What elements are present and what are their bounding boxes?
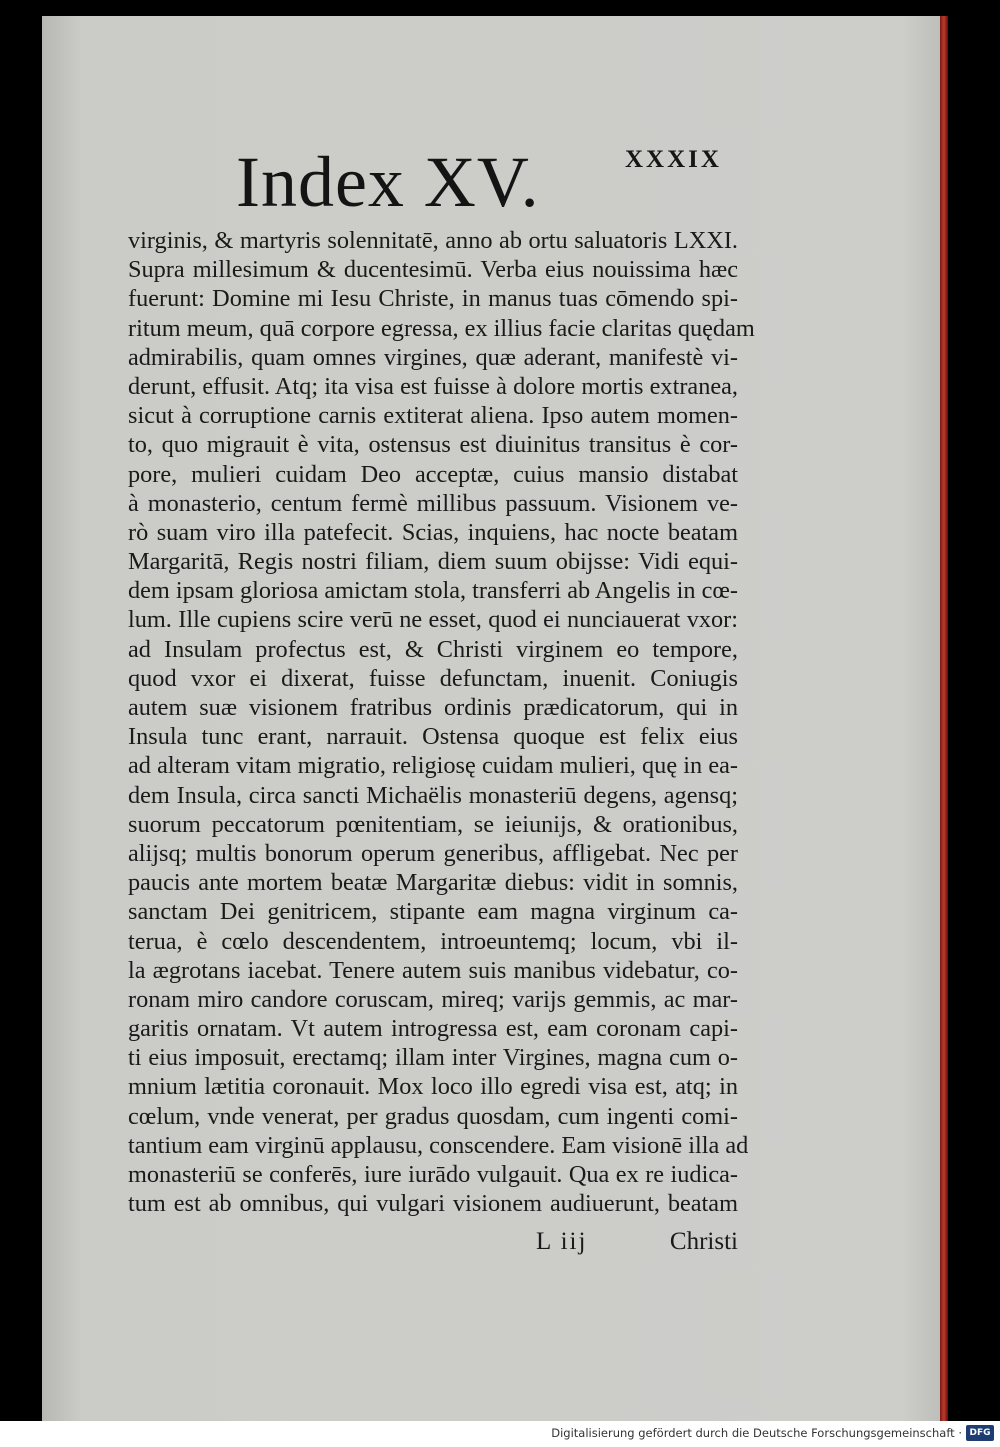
- page-title: Index XV.: [236, 142, 540, 222]
- text-line: dem ipsam gloriosa amictam stola, transferri ab Angelis in cœ-: [128, 577, 738, 605]
- funding-credit: Digitalisierung gefördert durch die Deutsche Forschungsgemeinschaft ·: [551, 1426, 962, 1440]
- text-line: tum est ab omnibus, qui vulgari visionem audiuerunt, beatam: [128, 1190, 738, 1218]
- body-text: [128, 226, 755, 1218]
- credit-bar: [0, 1421, 1000, 1447]
- text-line: alijsq; multis bonorum operum generibus, affligebat. Nec per: [128, 839, 738, 867]
- text-line: ronam miro candore coruscam, mireq; varijs gemmis, ac mar-: [128, 985, 738, 1013]
- signature-mark: L iij: [536, 1228, 588, 1255]
- page-edge: [940, 16, 948, 1421]
- text-line: monasteriū se conferēs, iure iurādo vulgauit. Qua ex re iudica-: [128, 1161, 738, 1188]
- text-line: autem suæ visionem fratribus ordinis prædicatorum, qui in: [128, 694, 738, 721]
- text-line: cœlum, vnde venerat, per gradus quosdam, cum ingenti comi-: [128, 1102, 738, 1130]
- text-line: virginis, & martyris solennitatē, anno ab ortu saluatoris LXXI.: [128, 227, 738, 254]
- text-line: admirabilis, quam omnes virgines, quæ aderant, manifestè vi-: [128, 343, 738, 371]
- text-line: ad alteram vitam migratio, religiosę cuidam mulieri, quę in ea-: [128, 752, 738, 780]
- text-line: lum. Ille cupiens scire verū ne esset, quod ei nunciauerat vxor:: [128, 606, 738, 634]
- text-line: sicut à corruptione carnis extiterat aliena. Ipso autem momen-: [128, 402, 738, 430]
- text-line: suorum peccatorum pœnitentiam, se ieiunijs, & orationibus,: [128, 810, 738, 838]
- text-line: terua, è cœlo descendentem, introeuntemq; locum, vbi il-: [128, 927, 738, 955]
- text-line: ti eius imposuit, erectamq; illam inter Virgines, magna cum o-: [128, 1044, 738, 1072]
- page-footer: [128, 1228, 738, 1258]
- text-line: derunt, effusit. Atq; ita visa est fuisse à dolore mortis extranea,: [128, 372, 738, 400]
- text-line: mnium lætitia coronauit. Mox loco illo egredi visa est, atq; in: [128, 1073, 738, 1101]
- text-line: ad Insulam profectus est, & Christi virginem eo tempore,: [128, 635, 738, 663]
- text-line: à monasterio, centum fermè millibus passuum. Visionem ve-: [128, 489, 738, 517]
- text-line: quod vxor ei dixerat, fuisse defunctam, inuenit. Coniugis: [128, 664, 738, 692]
- text-line: garitis ornatam. Vt autem introgressa est, eam coronam capi-: [128, 1015, 738, 1043]
- text-line: ritum meum, quā corpore egressa, ex illius facie claritas quędam: [128, 314, 755, 342]
- text-line: dem Insula, circa sancti Michaëlis monasteriū degens, agensq;: [128, 781, 738, 809]
- text-line: pore, mulieri cuidam Deo acceptæ, cuius mansio distabat: [128, 460, 738, 488]
- folio-number: XXXIX: [625, 146, 722, 173]
- text-line: fuerunt: Domine mi Iesu Christe, in manus tuas cōmendo spi-: [128, 285, 738, 313]
- text-line: Insula tunc erant, narrauit. Ostensa quoque est felix eius: [128, 723, 738, 751]
- dfg-logo-icon: DFG: [966, 1425, 994, 1441]
- text-line: la ægrotans iacebat. Tenere autem suis manibus videbatur, co-: [128, 956, 738, 984]
- text-line: paucis ante mortem beatæ Margaritæ diebus: vidit in somnis,: [128, 869, 738, 897]
- text-line: tantium eam virginū applausu, conscendere. Eam visionē illa ad: [128, 1131, 749, 1159]
- text-line: Margaritā, Regis nostri filiam, diem suum obijsse: Vidi equi-: [128, 548, 738, 576]
- text-line: Supra millesimum & ducentesimū. Verba eius nouissima hæc: [128, 256, 738, 284]
- text-line: sanctam Dei genitricem, stipante eam magna virginum ca-: [128, 898, 738, 926]
- catchword: Christi: [669, 1228, 738, 1255]
- text-line: rò suam viro illa patefecit. Scias, inquiens, hac nocte beatam: [128, 518, 738, 546]
- text-line: to, quo migrauit è vita, ostensus est diuinitus transitus è cor-: [128, 431, 738, 459]
